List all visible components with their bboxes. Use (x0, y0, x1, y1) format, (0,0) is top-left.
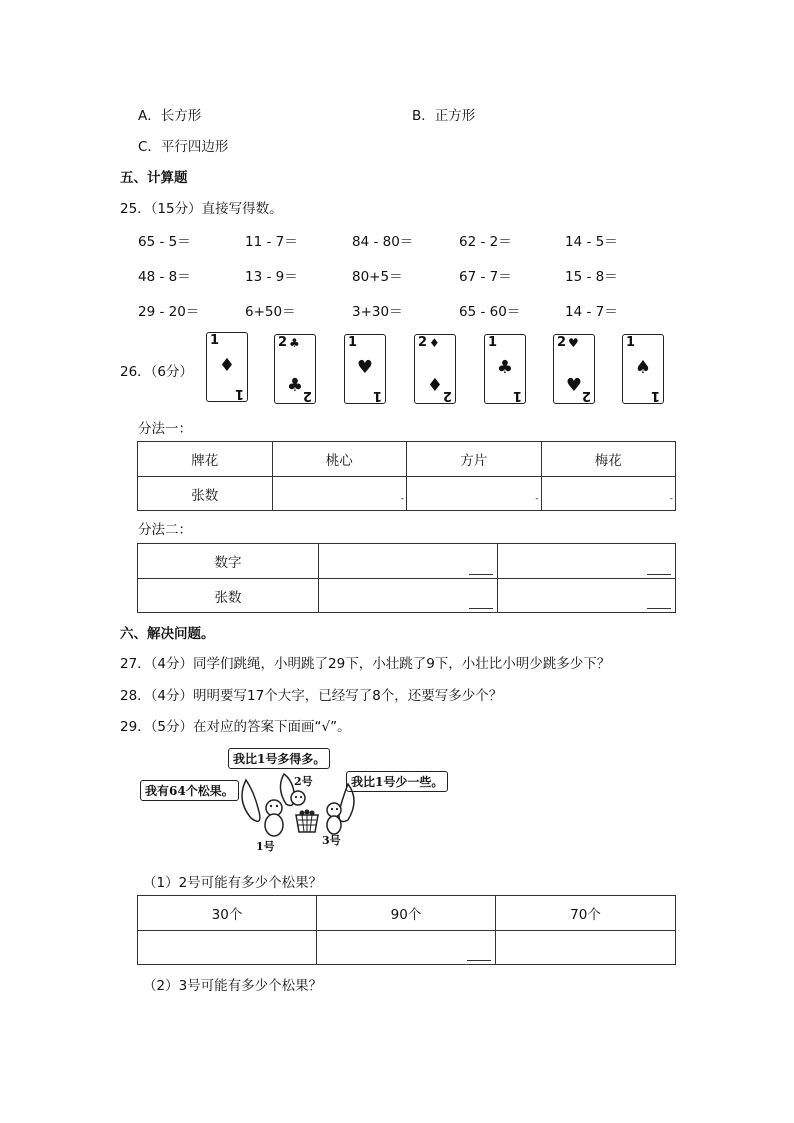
option-cell: 30个 (138, 896, 317, 931)
answer-cell[interactable] (319, 579, 498, 613)
squirrel-label: 1号 (256, 840, 275, 853)
arithmetic-item: 3+30＝ (352, 304, 403, 320)
answer-cell[interactable]: - (407, 477, 542, 511)
card-rank: 2 (557, 335, 567, 350)
question-stem: 26．（6分） (120, 364, 194, 380)
answer-cell[interactable] (498, 544, 676, 579)
option-cell: 90个 (317, 896, 496, 931)
card-rank: 2 (442, 388, 452, 403)
arithmetic-item: 65 - 5＝ (138, 234, 191, 250)
card-rank: 1 (512, 388, 522, 403)
table-header-cell: 方片 (407, 442, 542, 477)
card-rank: 1 (372, 388, 382, 403)
table-row-label: 数字 (138, 544, 319, 579)
answer-cell[interactable]: - (541, 477, 676, 511)
club-icon: ♣ (496, 357, 514, 378)
speech-bubble: 我有64个松果。 (140, 780, 239, 801)
card-rank: 1 (626, 335, 636, 350)
playing-card (622, 334, 664, 404)
playing-card (414, 334, 456, 404)
card-rank: 1 (348, 335, 358, 350)
card-rank: 1 (650, 388, 660, 403)
arithmetic-item: 48 - 8＝ (138, 269, 191, 285)
heart-icon: ♥ (568, 336, 579, 350)
answer-cell[interactable] (496, 931, 676, 965)
diamond-icon: ♦ (218, 355, 236, 376)
question-text: 28．（4分）明明要写17个大字，已经写了8个，还要写多少个？ (120, 688, 503, 704)
option-b: B．正方形 (412, 108, 476, 124)
playing-card (553, 334, 595, 404)
spade-icon: ♠ (634, 357, 652, 378)
playing-card (206, 332, 248, 402)
arithmetic-item: 80+5＝ (352, 269, 403, 285)
playing-card (484, 334, 526, 404)
table-header-cell: 牌花 (138, 442, 273, 477)
table-row-label: 张数 (138, 477, 273, 511)
speech-bubble: 我比1号多得多。 (228, 748, 330, 769)
heart-icon: ♥ (356, 357, 374, 378)
sub-question: （1）2号可能有多少个松果？ (143, 875, 323, 891)
option-a: A．长方形 (138, 108, 202, 124)
card-rank: 1 (488, 335, 498, 350)
card-rank: 2 (581, 388, 591, 403)
arithmetic-item: 11 - 7＝ (245, 234, 298, 250)
card-rank: 2 (278, 335, 288, 350)
arithmetic-item: 15 - 8＝ (565, 269, 618, 285)
section-title: 六、解决问题。 (120, 626, 215, 642)
arithmetic-item: 67 - 7＝ (459, 269, 512, 285)
method2-table (137, 543, 676, 613)
table-header-cell: 梅花 (541, 442, 676, 477)
answer-cell[interactable] (138, 931, 317, 965)
squirrel-label: 3号 (322, 834, 341, 847)
method1-table (137, 441, 676, 511)
arithmetic-item: 65 - 60＝ (459, 304, 521, 320)
method-label: 分法二： (138, 522, 192, 538)
club-icon: ♣ (286, 375, 304, 396)
section-title: 五、计算题 (120, 170, 188, 186)
diamond-icon: ♦ (426, 375, 444, 396)
diamond-icon: ♦ (429, 336, 440, 350)
table-header-cell: 桃心 (272, 442, 407, 477)
option-cell: 70个 (496, 896, 676, 931)
question-text: 27．（4分）同学们跳绳，小明跳了29下，小壮跳了9下，小壮比小明少跳多少下？ (120, 656, 611, 672)
arithmetic-item: 14 - 5＝ (565, 234, 618, 250)
arithmetic-item: 13 - 9＝ (245, 269, 298, 285)
arithmetic-item: 84 - 80＝ (352, 234, 414, 250)
speech-bubble: 我比1号少一些。 (346, 771, 448, 792)
card-rank: 2 (302, 388, 312, 403)
question-stem: 29．（5分）在对应的答案下面画“√”。 (120, 719, 351, 735)
option-c: C．平行四边形 (138, 139, 229, 155)
playing-card (274, 334, 316, 404)
arithmetic-item: 14 - 7＝ (565, 304, 618, 320)
answer-cell[interactable] (317, 931, 496, 965)
arithmetic-item: 29 - 20＝ (138, 304, 200, 320)
card-rank: 2 (418, 335, 428, 350)
method-label: 分法一： (138, 421, 192, 437)
card-rank: 1 (234, 386, 244, 401)
club-icon: ♣ (289, 336, 300, 350)
card-rank: 1 (210, 333, 220, 348)
arithmetic-item: 6+50＝ (245, 304, 296, 320)
heart-icon: ♥ (565, 375, 583, 396)
playing-card (344, 334, 386, 404)
answer-cell[interactable] (319, 544, 498, 579)
squirrel-label: 2号 (294, 775, 313, 788)
sub-question: （2）3号可能有多少个松果？ (143, 978, 323, 994)
answer-cell[interactable] (498, 579, 676, 613)
answer-cell[interactable]: - (272, 477, 407, 511)
table-row-label: 张数 (138, 579, 319, 613)
question-stem: 25．（15分）直接写得数。 (120, 201, 283, 217)
answer-table (137, 895, 676, 965)
arithmetic-item: 62 - 2＝ (459, 234, 512, 250)
